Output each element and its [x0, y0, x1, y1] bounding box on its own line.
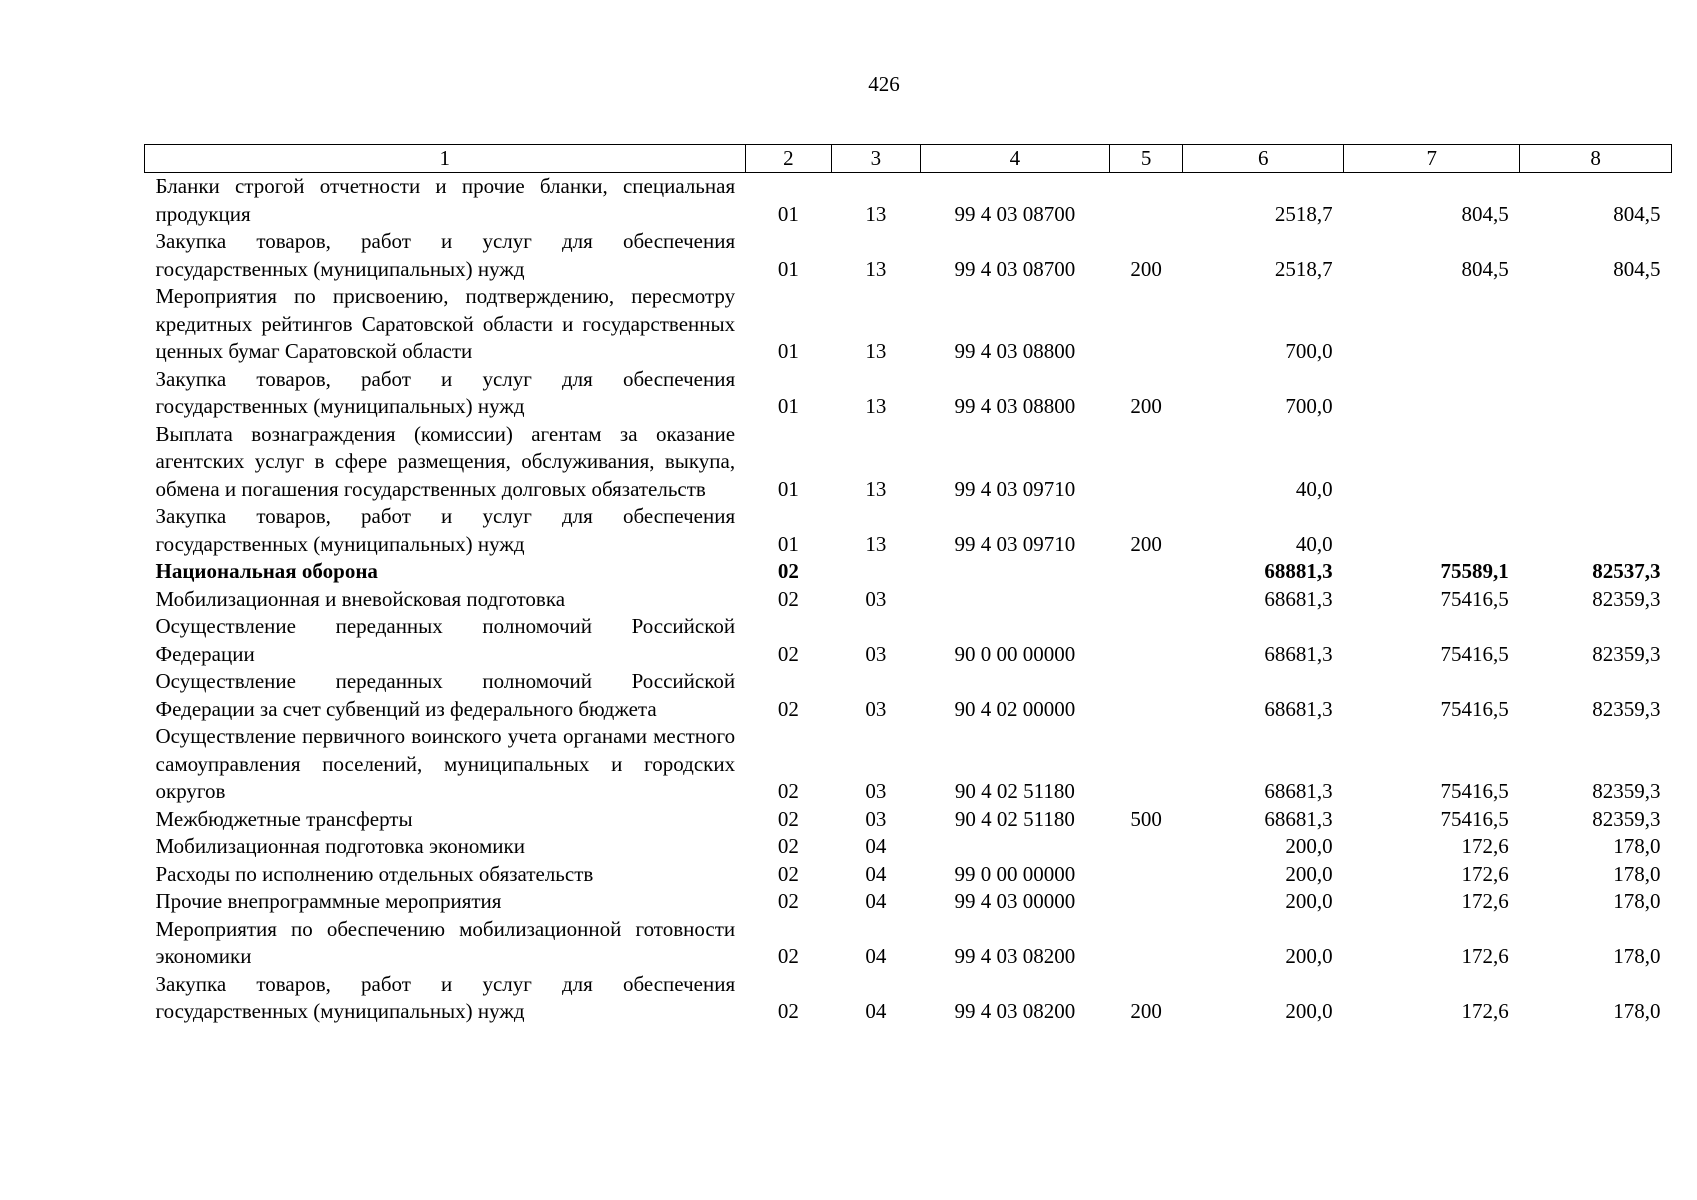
amount-col6-cell: 68681,3	[1264, 779, 1333, 803]
target-article-cell: 99 4 03 08700	[954, 256, 1076, 281]
subsection-code-cell: 04	[865, 834, 887, 858]
amount-col8-cell: 178,0	[1613, 861, 1661, 886]
expense-type-cell	[1110, 668, 1183, 723]
subsection-code-cell: 03	[865, 779, 887, 803]
amount-col6-cell: 2518,7	[1274, 201, 1333, 226]
section-code-cell: 02	[777, 834, 799, 858]
row-name-cell: Осуществление переданных полномочий Российской Федерации	[155, 614, 736, 666]
expense-type-cell: 200	[1130, 394, 1162, 418]
amount-col6-cell: 68681,3	[1264, 696, 1333, 721]
target-article-cell	[920, 558, 1109, 586]
section-code-cell: 01	[777, 256, 799, 281]
table-row	[145, 888, 1672, 916]
target-article-cell: 99 4 03 08200	[954, 944, 1076, 968]
expense-type-cell	[1110, 916, 1183, 971]
amount-col8-cell	[1520, 366, 1672, 421]
amount-col6-cell: 68681,3	[1264, 586, 1333, 611]
amount-col8-cell: 82537,3	[1592, 559, 1661, 583]
amount-col8-cell	[1520, 421, 1672, 504]
table-row	[145, 586, 1672, 614]
table-body	[145, 173, 1672, 1026]
expense-type-cell	[1110, 586, 1183, 614]
row-name-cell: Осуществление первичного воинского учета органами местного самоуправления поселений, муниципальных и городских округов	[155, 724, 736, 803]
header-cell: 6	[1183, 145, 1344, 173]
expense-type-cell: 200	[1130, 531, 1162, 556]
amount-col7-cell: 75416,5	[1440, 586, 1509, 611]
row-name-cell: Закупка товаров, работ и услуг для обеспечения государственных (муниципальных) нужд	[155, 971, 736, 1023]
expense-type-cell	[1110, 723, 1183, 806]
header-cell: 5	[1110, 145, 1183, 173]
amount-col7-cell	[1344, 283, 1520, 366]
table-row	[145, 283, 1672, 366]
amount-col8-cell: 82359,3	[1592, 806, 1661, 831]
table-header-row	[145, 145, 1672, 173]
subsection-code-cell: 03	[865, 806, 887, 831]
amount-col7-cell: 75416,5	[1440, 779, 1509, 803]
amount-col7-cell: 172,6	[1461, 999, 1509, 1023]
row-name-cell: Мероприятия по обеспечению мобилизационной готовности экономики	[155, 916, 736, 968]
amount-col7-cell: 804,5	[1461, 256, 1509, 281]
expense-type-cell: 200	[1130, 256, 1162, 281]
table-row	[145, 558, 1672, 586]
amount-col7-cell	[1344, 421, 1520, 504]
amount-col7-cell: 172,6	[1461, 889, 1509, 913]
header-cell: 8	[1520, 145, 1672, 173]
subsection-code-cell: 04	[865, 944, 887, 968]
table-row	[145, 228, 1672, 283]
target-article-cell: 99 4 03 08800	[954, 339, 1076, 363]
row-name-cell: Бланки строгой отчетности и прочие бланки, специальная продукция	[155, 174, 736, 226]
amount-col8-cell: 82359,3	[1592, 779, 1661, 803]
amount-col6-cell: 68681,3	[1264, 806, 1333, 831]
header-cell: 3	[832, 145, 921, 173]
amount-col7-cell: 172,6	[1461, 944, 1509, 968]
section-code-cell: 02	[777, 779, 799, 803]
amount-col8-cell: 804,5	[1613, 256, 1661, 281]
expense-type-cell: 200	[1130, 999, 1162, 1023]
header-cell: 2	[745, 145, 832, 173]
budget-table	[144, 144, 1672, 1026]
amount-col6-cell: 700,0	[1285, 339, 1333, 363]
expense-type-cell	[1110, 283, 1183, 366]
amount-col7-cell: 75416,5	[1440, 806, 1509, 831]
target-article-cell: 99 0 00 00000	[954, 861, 1076, 886]
amount-col7-cell: 804,5	[1461, 201, 1509, 226]
section-code-cell: 01	[777, 476, 799, 501]
amount-col6-cell: 40,0	[1295, 531, 1333, 556]
amount-col8-cell: 82359,3	[1592, 696, 1661, 721]
amount-col6-cell: 200,0	[1285, 834, 1333, 858]
amount-col7-cell: 75589,1	[1440, 559, 1509, 583]
amount-col7-cell: 75416,5	[1440, 696, 1509, 721]
target-article-cell: 99 4 03 09710	[954, 531, 1076, 556]
expense-type-cell	[1110, 888, 1183, 916]
header-cell: 4	[920, 145, 1109, 173]
target-article-cell: 99 4 03 09710	[954, 476, 1076, 501]
section-code-cell: 01	[777, 339, 799, 363]
target-article-cell: 90 4 02 00000	[954, 696, 1076, 721]
expense-type-cell	[1110, 833, 1183, 861]
amount-col6-cell: 200,0	[1285, 944, 1333, 968]
table-row	[145, 861, 1672, 889]
row-name-cell: Мобилизационная подготовка экономики	[155, 834, 525, 858]
amount-col8-cell: 178,0	[1613, 999, 1661, 1023]
row-name-cell: Выплата вознаграждения (комиссии) агентам за оказание агентских услуг в сфере размещения, обслуживания, выкупа, обмена и погашения государственных долговых обязательств	[155, 421, 736, 501]
amount-col8-cell: 804,5	[1613, 201, 1661, 226]
expense-type-cell	[1110, 173, 1183, 229]
amount-col8-cell	[1520, 283, 1672, 366]
subsection-code-cell: 13	[865, 339, 887, 363]
amount-col6-cell: 68681,3	[1264, 641, 1333, 666]
amount-col8-cell: 178,0	[1613, 944, 1661, 968]
amount-col8-cell: 178,0	[1613, 834, 1661, 858]
subsection-code-cell: 03	[865, 641, 887, 666]
table-row	[145, 668, 1672, 723]
row-name-cell: Осуществление переданных полномочий Российской Федерации за счет субвенций из федерального бюджета	[155, 669, 736, 721]
target-article-cell	[920, 586, 1109, 614]
subsection-code-cell: 04	[865, 861, 887, 886]
table-row	[145, 723, 1672, 806]
section-code-cell: 02	[777, 559, 799, 583]
amount-col8-cell: 82359,3	[1592, 641, 1661, 666]
row-name-cell: Расходы по исполнению отдельных обязательств	[155, 861, 594, 886]
table-row	[145, 833, 1672, 861]
target-article-cell: 99 4 03 08800	[954, 394, 1076, 418]
amount-col6-cell: 40,0	[1295, 476, 1333, 501]
expense-type-cell	[1110, 861, 1183, 889]
table-row	[145, 173, 1672, 229]
amount-col7-cell: 172,6	[1461, 834, 1509, 858]
subsection-code-cell: 13	[865, 531, 887, 556]
amount-col6-cell: 200,0	[1285, 861, 1333, 886]
header-cell: 1	[145, 145, 746, 173]
table-row	[145, 421, 1672, 504]
table-row	[145, 971, 1672, 1026]
table-row	[145, 806, 1672, 834]
subsection-code-cell: 13	[865, 476, 887, 501]
amount-col7-cell: 172,6	[1461, 861, 1509, 886]
row-name-cell: Межбюджетные трансферты	[155, 806, 413, 831]
section-code-cell: 01	[777, 531, 799, 556]
amount-col7-cell: 75416,5	[1440, 641, 1509, 666]
amount-col6-cell: 200,0	[1285, 889, 1333, 913]
section-code-cell: 02	[777, 806, 799, 831]
section-code-cell: 01	[777, 201, 799, 226]
section-code-cell: 02	[777, 999, 799, 1023]
target-article-cell: 90 0 00 00000	[954, 641, 1076, 666]
amount-col6-cell: 700,0	[1285, 394, 1333, 418]
amount-col8-cell	[1520, 503, 1672, 558]
amount-col6-cell: 68881,3	[1264, 559, 1333, 583]
amount-col6-cell: 200,0	[1285, 999, 1333, 1023]
target-article-cell: 99 4 03 08700	[954, 201, 1076, 226]
subsection-code-cell: 03	[865, 586, 887, 611]
amount-col7-cell	[1344, 366, 1520, 421]
amount-col7-cell	[1344, 503, 1520, 558]
section-code-cell: 02	[777, 944, 799, 968]
row-name-cell: Закупка товаров, работ и услуг для обеспечения государственных (муниципальных) нужд	[155, 229, 736, 281]
target-article-cell: 99 4 03 00000	[954, 889, 1076, 913]
expense-type-cell	[1110, 613, 1183, 668]
table-row	[145, 366, 1672, 421]
subsection-code-cell	[832, 558, 921, 586]
subsection-code-cell: 04	[865, 889, 887, 913]
section-code-cell: 02	[777, 641, 799, 666]
section-code-cell: 02	[777, 696, 799, 721]
expense-type-cell	[1110, 558, 1183, 586]
row-name-cell: Национальная оборона	[155, 559, 378, 583]
amount-col6-cell: 2518,7	[1274, 256, 1333, 281]
section-code-cell: 02	[777, 889, 799, 913]
page-number: 426	[868, 72, 900, 96]
header-cell: 7	[1344, 145, 1520, 173]
section-code-cell: 02	[777, 861, 799, 886]
target-article-cell: 90 4 02 51180	[954, 779, 1075, 803]
section-code-cell: 02	[777, 586, 799, 611]
subsection-code-cell: 13	[865, 256, 887, 281]
section-code-cell: 01	[777, 394, 799, 418]
target-article-cell	[920, 833, 1109, 861]
expense-type-cell	[1110, 421, 1183, 504]
subsection-code-cell: 13	[865, 394, 887, 418]
row-name-cell: Мероприятия по присвоению, подтверждению, пересмотру кредитных рейтингов Саратовской области и государственных ценных бумаг Саратовской области	[155, 284, 736, 363]
row-name-cell: Мобилизационная и вневойсковая подготовка	[155, 586, 566, 611]
row-name-cell: Закупка товаров, работ и услуг для обеспечения государственных (муниципальных) нужд	[155, 366, 736, 418]
target-article-cell: 90 4 02 51180	[954, 806, 1075, 831]
row-name-cell: Закупка товаров, работ и услуг для обеспечения государственных (муниципальных) нужд	[155, 504, 736, 556]
table-row	[145, 613, 1672, 668]
amount-col8-cell: 178,0	[1613, 889, 1661, 913]
target-article-cell: 99 4 03 08200	[954, 999, 1076, 1023]
subsection-code-cell: 03	[865, 696, 887, 721]
row-name-cell: Прочие внепрограммные мероприятия	[155, 889, 502, 913]
expense-type-cell: 500	[1130, 806, 1162, 831]
table-header	[145, 145, 1672, 173]
subsection-code-cell: 13	[865, 201, 887, 226]
subsection-code-cell: 04	[865, 999, 887, 1023]
amount-col8-cell: 82359,3	[1592, 586, 1661, 611]
table-row	[145, 503, 1672, 558]
table-row	[145, 916, 1672, 971]
